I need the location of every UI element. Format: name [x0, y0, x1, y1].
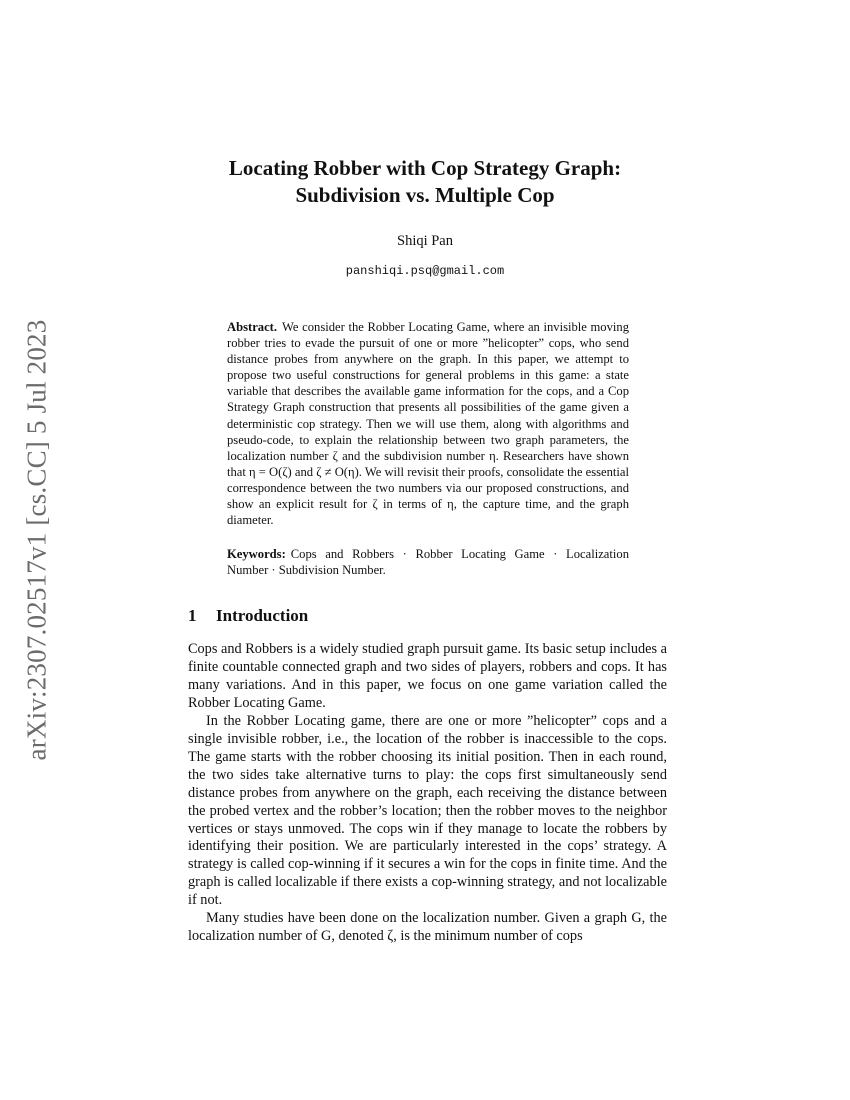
body-paragraph: In the Robber Locating game, there are one or more ”helicopter” cops and a single invisible robber, i.e., the location of the robber is inaccessible to the cops. The game starts with the robber choosing its initial position. Then in each round, the two sides take alternative turns to play: the cops first simultaneously send distance probes from anywhere on the graph, each receiving the distance between the probed vertex and the robber’s location; then the robber moves to the neighbor vertices or stays unmoved. The cops win if they manage to locate the robbers by identifying their position. We are particularly interested in the cops’ strategy. A strategy is called cop-winning if it secures a win for the cops in finite time. And the graph is called localizable if there exists a cop-winning strategy, and not localizable if not.	[188, 712, 667, 909]
section-heading	[188, 606, 308, 626]
arxiv-identifier: arXiv:2307.02517v1 [cs.CC] 5 Jul 2023	[21, 319, 52, 761]
section-body	[188, 641, 667, 946]
body-paragraph: Cops and Robbers is a widely studied graph pursuit game. Its basic setup includes a finite countable connected graph and two sides of players, robbers and cops. It has many variations. And in this paper, we focus on one game variation called the Robber Locating Game.	[188, 641, 667, 711]
abstract-block	[227, 319, 629, 528]
keywords-block	[227, 546, 629, 578]
abstract-text: We consider the Robber Locating Game, where an invisible moving robber tries to evade the pursuit of one or more ”helicopter” cops, who send distance probes from anywhere on the graph. In this paper, we attempt to propose two useful constructions for general problems in this game: a state variable that describes the available game information for the cops, and a Cop Strategy Graph construction that presents all possibilities of the game given a deterministic cop strategy. Then we will use them, along with algorithms and pseudo-code, to explain the relationship between two graph parameters, the localization number ζ and the subdivision number η. Researchers have shown that η = O(ζ) and ζ ≠ O(η). We will revisit their proofs, consolidate the essential correspondence between the two numbers via our proposed constructions, and show an explicit result for ζ in terms of η, the capture time, and the graph diameter.	[227, 320, 629, 528]
author-name: Shiqi Pan	[397, 233, 453, 249]
author-email: panshiqi.psq@gmail.com	[345, 264, 505, 278]
title-line-1: Locating Robber with Cop Strategy Graph:	[228, 156, 622, 180]
paper-title	[120, 155, 730, 209]
section-title: Introduction	[216, 606, 309, 625]
abstract-label: Abstract.	[227, 320, 278, 334]
keywords-text: Cops and Robbers · Robber Locating Game · Localization Number · Subdivision Number.	[227, 547, 629, 578]
keywords-label: Keywords:	[227, 547, 286, 561]
section-number: 1	[188, 606, 197, 625]
arxiv-sidebar-stamp	[17, 300, 57, 780]
title-line-2: Subdivision vs. Multiple Cop	[295, 183, 555, 207]
body-paragraph: Many studies have been done on the localization number. Given a graph G, the localization number of G, denoted ζ, is the minimum number of cops	[188, 910, 667, 945]
